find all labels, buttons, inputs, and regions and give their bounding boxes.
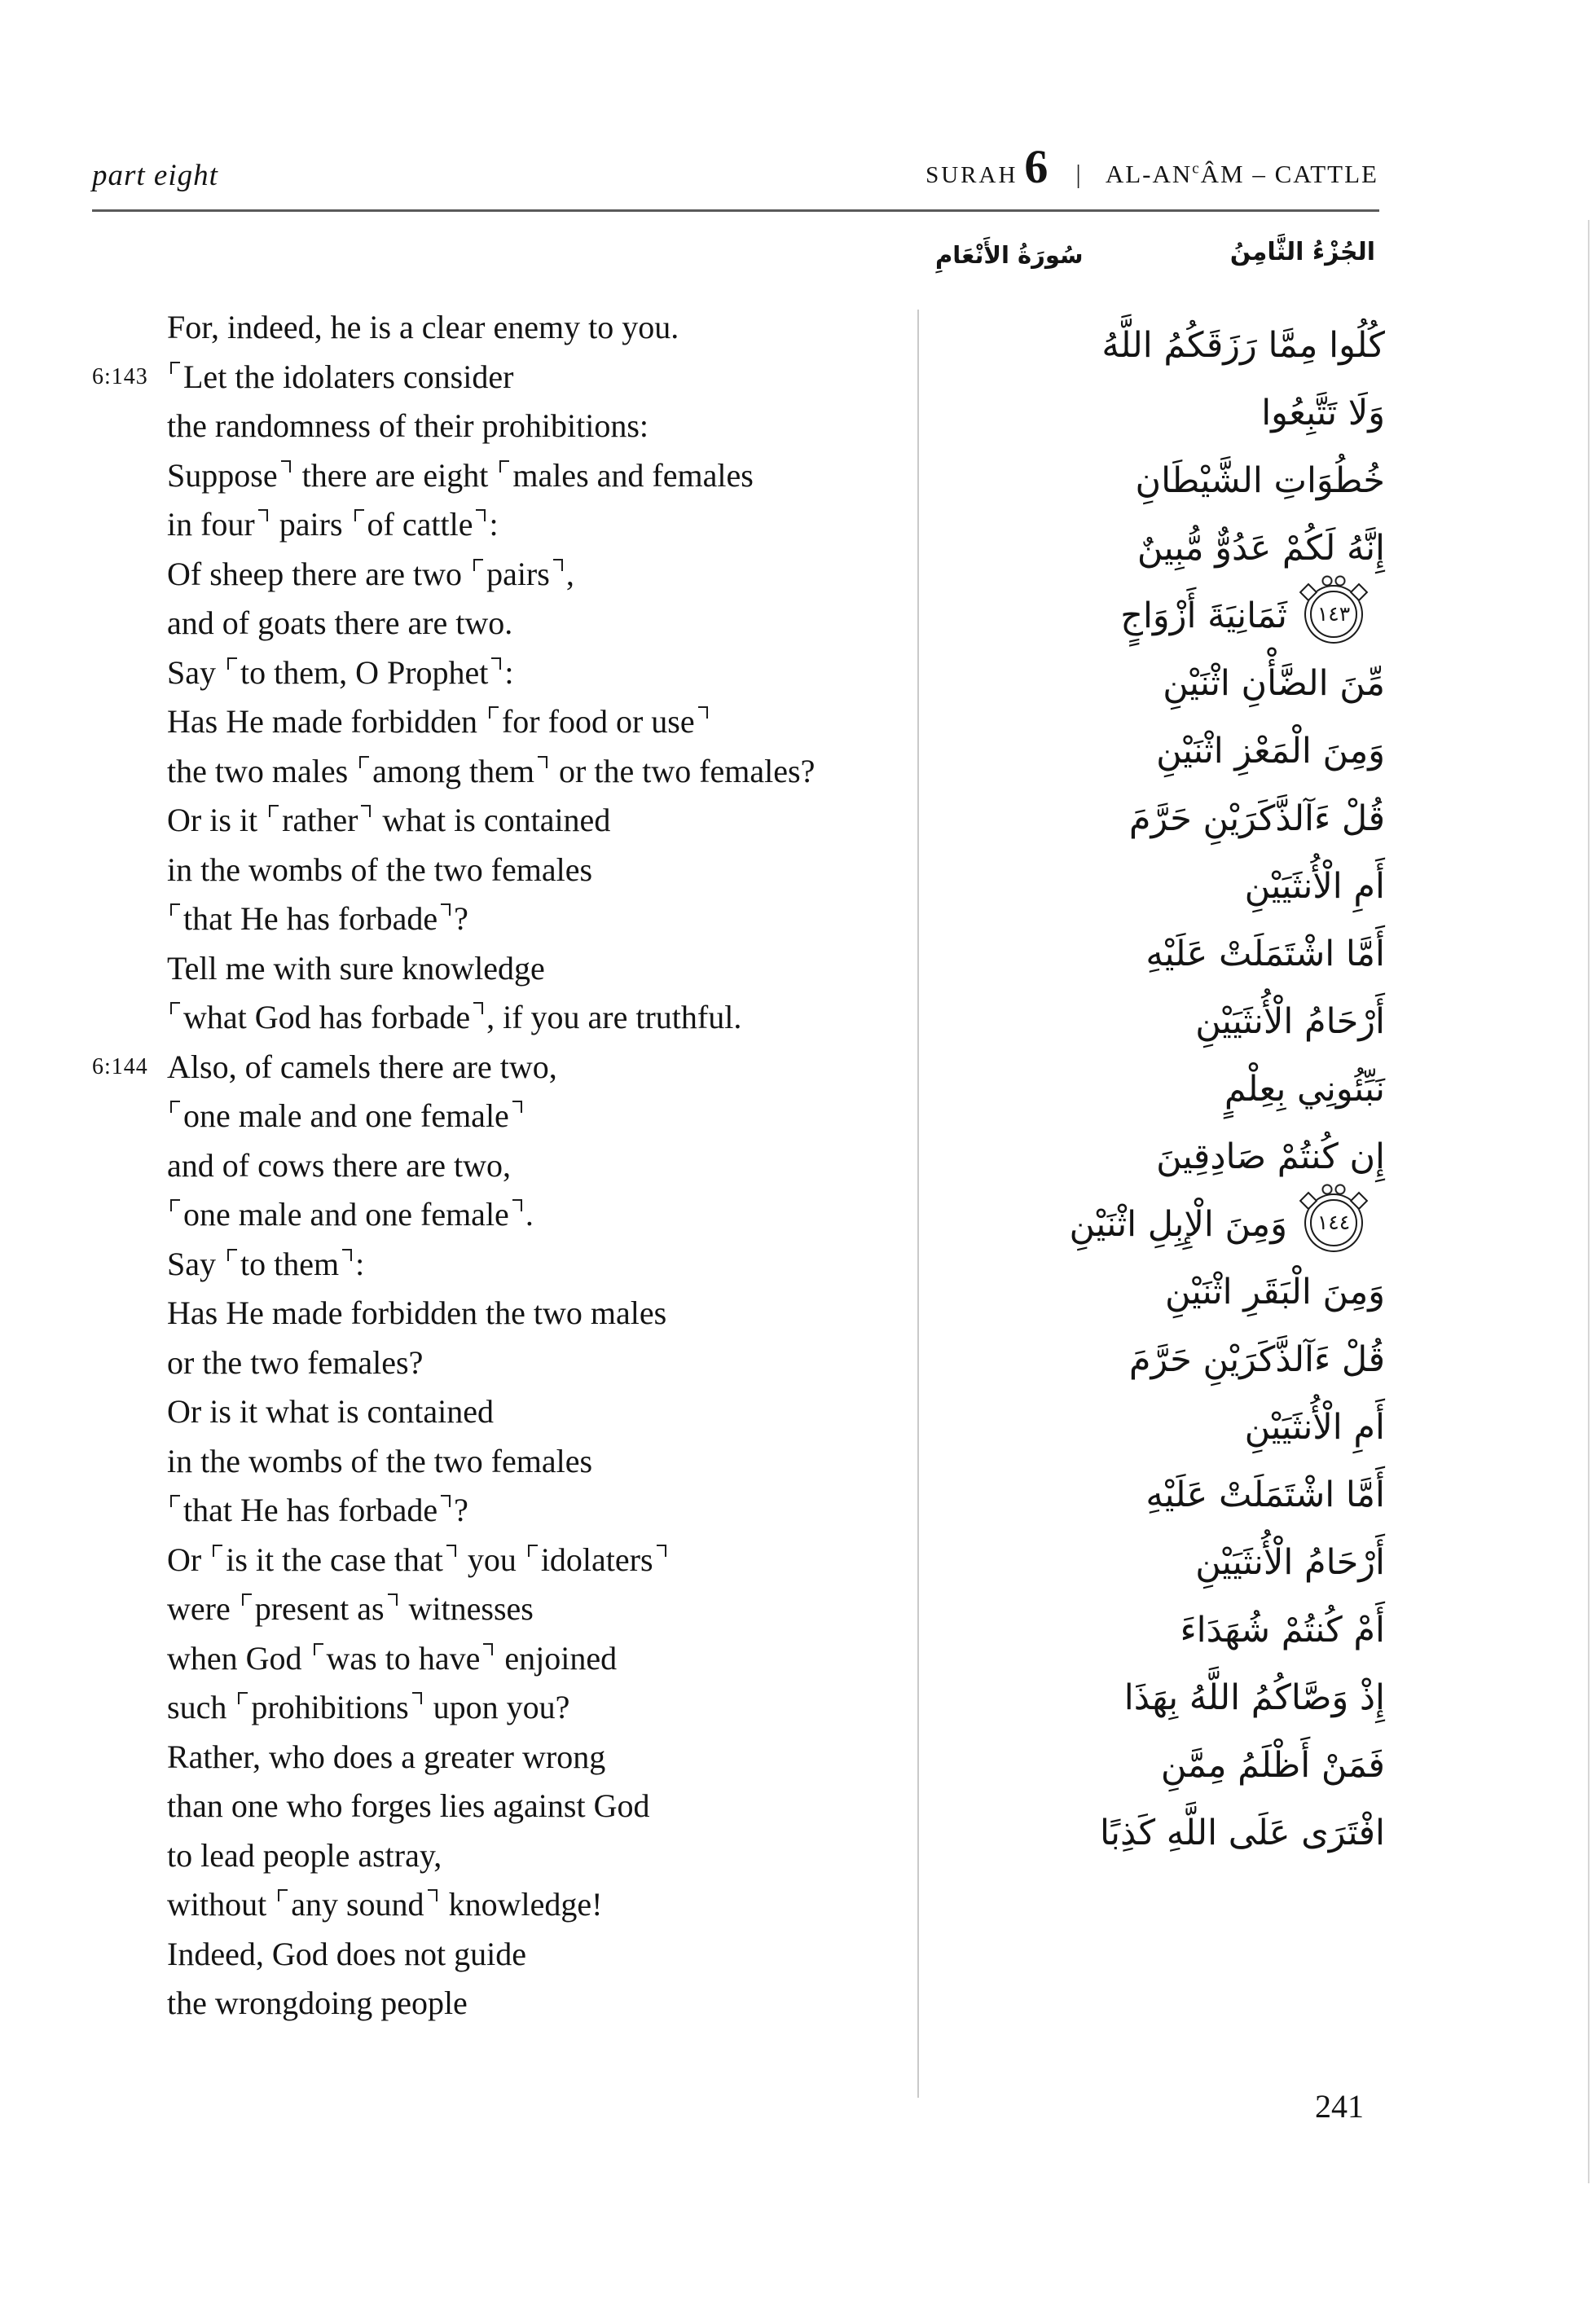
english-line bbox=[92, 1289, 917, 1338]
english-line bbox=[92, 1190, 917, 1240]
english-line bbox=[92, 796, 917, 846]
english-line bbox=[92, 599, 917, 648]
page-number: 241 bbox=[1315, 2088, 1364, 2125]
english-line-text: one male and one female bbox=[167, 1097, 525, 1134]
surah-name-post: ÂM – CATTLE bbox=[1200, 160, 1378, 188]
english-line bbox=[92, 1930, 917, 1980]
arabic-line-text: نَبِّئُونِي بِعِلْمٍ bbox=[1224, 1069, 1385, 1110]
interpolation-open-bracket bbox=[473, 559, 483, 571]
english-line bbox=[92, 1782, 917, 1831]
arabic-line-text: قُلْ ءَآلذَّكَرَيْنِ حَرَّمَ bbox=[1128, 798, 1385, 839]
interpolation-close-bracket bbox=[441, 903, 451, 916]
english-line bbox=[92, 550, 917, 600]
interpolation-close-bracket bbox=[473, 1002, 483, 1014]
interpolation-open-bracket bbox=[354, 509, 364, 521]
arabic-line bbox=[847, 582, 1385, 650]
surah-name-ayn: c bbox=[1192, 160, 1201, 178]
interpolation-open-bracket bbox=[170, 1495, 180, 1507]
english-line-text: the two males among them or the two females? bbox=[167, 752, 816, 789]
english-line-text: or the two females? bbox=[167, 1343, 424, 1381]
english-line bbox=[92, 1240, 917, 1290]
english-line bbox=[92, 1683, 917, 1733]
english-line-text: than one who forges lies against God bbox=[167, 1787, 650, 1824]
verse-medallion bbox=[1310, 591, 1357, 638]
english-line bbox=[92, 1634, 917, 1684]
interpolation-open-bracket bbox=[227, 657, 237, 670]
arabic-line bbox=[847, 447, 1385, 515]
interpolation-close-bracket bbox=[388, 1593, 398, 1606]
english-line-text: the wrongdoing people bbox=[167, 1985, 468, 2021]
english-line-text: Has He made forbidden the two males bbox=[167, 1294, 667, 1331]
english-line-text: For, indeed, he is a clear enemy to you. bbox=[167, 309, 679, 345]
english-line bbox=[92, 1437, 917, 1487]
interpolation-open-bracket bbox=[278, 1889, 288, 1901]
english-line bbox=[92, 1486, 917, 1536]
english-line bbox=[92, 697, 917, 747]
english-line bbox=[92, 1979, 917, 2028]
arabic-line bbox=[847, 650, 1385, 718]
english-line bbox=[92, 747, 917, 797]
arabic-line bbox=[847, 515, 1385, 582]
english-line-text: and of cows there are two, bbox=[167, 1146, 512, 1184]
english-line-text: without any sound knowledge! bbox=[167, 1886, 603, 1923]
arabic-line-text: أَمَّا اشْتَمَلَتْ عَلَيْهِ bbox=[1145, 934, 1385, 974]
english-line-text: when God was to have enjoined bbox=[167, 1639, 618, 1677]
english-line-text: the randomness of their prohibitions: bbox=[167, 407, 649, 444]
interpolation-open-bracket bbox=[528, 1545, 538, 1557]
arabic-line-text: وَمِنَ الْبَقَرِ اثْنَيْنِ bbox=[1165, 1272, 1385, 1312]
arabic-line-text: كُلُوا مِمَّا رَزَقَكُمُ اللَّهُ bbox=[1101, 325, 1385, 366]
english-line bbox=[92, 1141, 917, 1191]
interpolation-close-bracket bbox=[657, 1545, 666, 1557]
arabic-line-text: قُلْ ءَآلذَّكَرَيْنِ حَرَّمَ bbox=[1128, 1339, 1385, 1380]
arabic-line bbox=[847, 312, 1385, 380]
interpolation-close-bracket bbox=[361, 805, 371, 817]
arabic-line-text: خُطُوَاتِ الشَّيْطَانِ bbox=[1135, 460, 1385, 501]
surah-name-pre: AL-AN bbox=[1105, 160, 1193, 188]
english-line bbox=[92, 1880, 917, 1930]
english-line bbox=[92, 1831, 917, 1881]
english-line-text: one male and one female . bbox=[167, 1196, 534, 1233]
english-line bbox=[92, 1092, 917, 1141]
english-line-text: what God has forbade , if you are truthful. bbox=[167, 999, 741, 1035]
english-line-text: Let the idolaters consider bbox=[167, 358, 513, 395]
arabic-line bbox=[847, 785, 1385, 853]
english-line-text: were present as witnesses bbox=[167, 1590, 534, 1627]
interpolation-open-bracket bbox=[269, 805, 279, 817]
english-line-text: Rather, who does a greater wrong bbox=[167, 1738, 606, 1775]
interpolation-open-bracket bbox=[238, 1692, 248, 1704]
interpolation-close-bracket bbox=[412, 1692, 422, 1704]
english-line-text: and of goats there are two. bbox=[167, 604, 513, 641]
arabic-line bbox=[847, 921, 1385, 988]
english-line bbox=[92, 500, 917, 550]
surah-name bbox=[1106, 160, 1378, 189]
interpolation-open-bracket bbox=[170, 1101, 180, 1113]
header-rule bbox=[92, 209, 1379, 212]
interpolation-open-bracket bbox=[170, 903, 180, 916]
interpolation-close-bracket bbox=[538, 756, 547, 768]
english-line-text: Suppose there are eight males and females bbox=[167, 456, 754, 494]
english-line bbox=[92, 1387, 917, 1437]
interpolation-close-bracket bbox=[698, 706, 708, 719]
english-line bbox=[92, 894, 917, 944]
surah-arabic-label: سُورَةُ الأَنْعَامِ bbox=[935, 241, 1084, 269]
header-separator: | bbox=[1075, 159, 1081, 188]
english-line-text: in the wombs of the two females bbox=[167, 1442, 593, 1479]
english-line bbox=[92, 648, 917, 698]
interpolation-open-bracket bbox=[170, 1002, 180, 1014]
arabic-line bbox=[847, 1732, 1385, 1800]
english-line-text: Say to them : bbox=[167, 1245, 365, 1282]
interpolation-open-bracket bbox=[227, 1249, 237, 1261]
english-translation-column bbox=[92, 303, 917, 2028]
interpolation-close-bracket bbox=[446, 1545, 456, 1557]
english-line-text: Or is it the case that you idolaters bbox=[167, 1541, 670, 1578]
arabic-line-text: افْتَرَى عَلَى اللَّهِ كَذِبًا bbox=[1099, 1813, 1385, 1853]
english-line-text: Or is it what is contained bbox=[167, 1393, 495, 1430]
column-divider-line bbox=[917, 310, 919, 2098]
arabic-line bbox=[847, 718, 1385, 785]
arabic-line-text: فَمَنْ أَظْلَمُ مِمَّنِ bbox=[1160, 1745, 1385, 1786]
verse-number: 6:144 bbox=[92, 1053, 148, 1079]
arabic-line bbox=[847, 1394, 1385, 1461]
english-line-text: Or is it rather what is contained bbox=[167, 802, 611, 838]
interpolation-open-bracket bbox=[170, 1199, 180, 1211]
interpolation-open-bracket bbox=[242, 1593, 252, 1606]
interpolation-close-bracket bbox=[441, 1495, 451, 1507]
english-line bbox=[92, 451, 917, 501]
surah-word: SURAH bbox=[926, 162, 1018, 188]
interpolation-close-bracket bbox=[553, 559, 563, 571]
english-line bbox=[92, 1043, 917, 1092]
english-line bbox=[92, 353, 917, 402]
arabic-line-text: وَمِنَ الْمَعْزِ اثْنَيْنِ bbox=[1156, 731, 1385, 771]
interpolation-close-bracket bbox=[476, 509, 486, 521]
arabic-line-text: أَمِ الْأُنثَيَيْنِ bbox=[1244, 1407, 1385, 1448]
juz-arabic-label: الجُزْءُ الثَّامِنُ bbox=[1229, 238, 1375, 266]
arabic-line bbox=[847, 1123, 1385, 1191]
english-line-text: Indeed, God does not guide bbox=[167, 1935, 527, 1972]
english-line bbox=[92, 1733, 917, 1782]
arabic-line-text: إِذْ وَصَّاكُمُ اللَّهُ بِهَذَا bbox=[1123, 1677, 1385, 1718]
surah-header bbox=[926, 140, 1378, 193]
arabic-line-text: مِّنَ الضَّأْنِ اثْنَيْنِ bbox=[1163, 663, 1385, 704]
english-line bbox=[92, 944, 917, 994]
arabic-line bbox=[847, 988, 1385, 1056]
arabic-line bbox=[847, 1597, 1385, 1664]
english-line-text: that He has forbade ? bbox=[167, 1492, 468, 1528]
interpolation-open-bracket bbox=[359, 756, 369, 768]
arabic-line bbox=[847, 1191, 1385, 1259]
interpolation-close-bracket bbox=[342, 1249, 352, 1261]
arabic-verse-column bbox=[847, 312, 1385, 1867]
english-line-text: that He has forbade ? bbox=[167, 900, 468, 937]
interpolation-open-bracket bbox=[213, 1545, 222, 1557]
english-line-text: Say to them, O Prophet : bbox=[167, 653, 514, 691]
arabic-line-text: وَلَا تَتَّبِعُوا bbox=[1261, 393, 1385, 433]
verse-medallion bbox=[1310, 1199, 1357, 1246]
english-line bbox=[92, 1585, 917, 1634]
verse-medallion-number: ١٤٣ bbox=[1312, 592, 1356, 636]
page-edge-scan-line bbox=[1588, 220, 1589, 2183]
arabic-line bbox=[847, 1800, 1385, 1867]
arabic-line-text: أَرْحَامُ الْأُنثَيَيْنِ bbox=[1195, 1001, 1385, 1042]
arabic-line-text: وَمِنَ الْإِبِلِ اثْنَيْنِ bbox=[1069, 1204, 1287, 1245]
arabic-line-text: أَمَّا اشْتَمَلَتْ عَلَيْهِ bbox=[1145, 1475, 1385, 1515]
english-line bbox=[92, 993, 917, 1043]
arabic-line-text: أَمْ كُنتُمْ شُهَدَاءَ bbox=[1180, 1610, 1385, 1650]
interpolation-open-bracket bbox=[314, 1643, 323, 1655]
english-line-text: in four pairs of cattle : bbox=[167, 506, 499, 543]
interpolation-close-bracket bbox=[512, 1199, 522, 1211]
arabic-line bbox=[847, 853, 1385, 921]
verse-medallion-number: ١٤٤ bbox=[1312, 1201, 1356, 1245]
arabic-line-text: ثَمَانِيَةَ أَزْوَاجٍ bbox=[1120, 596, 1287, 636]
interpolation-close-bracket bbox=[258, 509, 268, 521]
english-line-text: in the wombs of the two females bbox=[167, 851, 593, 888]
arabic-line-text: أَمِ الْأُنثَيَيْنِ bbox=[1244, 866, 1385, 907]
arabic-line bbox=[847, 1461, 1385, 1529]
english-line-text: such prohibitions upon you? bbox=[167, 1689, 570, 1725]
interpolation-open-bracket bbox=[499, 460, 509, 473]
english-line bbox=[92, 303, 917, 353]
interpolation-close-bracket bbox=[512, 1101, 522, 1113]
interpolation-close-bracket bbox=[281, 460, 291, 473]
arabic-line-text: أَرْحَامُ الْأُنثَيَيْنِ bbox=[1195, 1542, 1385, 1583]
english-line bbox=[92, 846, 917, 895]
english-line bbox=[92, 1338, 917, 1388]
interpolation-close-bracket bbox=[428, 1889, 437, 1901]
interpolation-close-bracket bbox=[491, 657, 501, 670]
verse-number: 6:143 bbox=[92, 363, 148, 389]
arabic-line bbox=[847, 1056, 1385, 1123]
surah-number: 6 bbox=[1024, 140, 1049, 193]
english-line-text: Of sheep there are two pairs , bbox=[167, 555, 574, 592]
interpolation-open-bracket bbox=[170, 362, 180, 374]
english-line-text: Tell me with sure knowledge bbox=[167, 949, 545, 987]
arabic-line bbox=[847, 1664, 1385, 1732]
interpolation-close-bracket bbox=[483, 1643, 493, 1655]
arabic-line bbox=[847, 1326, 1385, 1394]
arabic-line bbox=[847, 380, 1385, 447]
interpolation-open-bracket bbox=[489, 706, 499, 719]
arabic-line-text: إِن كُنتُمْ صَادِقِينَ bbox=[1156, 1136, 1385, 1177]
arabic-line-text: إِنَّهُ لَكُمْ عَدُوٌّ مُّبِينٌ bbox=[1137, 528, 1385, 569]
english-line-text: to lead people astray, bbox=[167, 1836, 442, 1874]
part-label: part eight bbox=[92, 159, 218, 192]
arabic-line bbox=[847, 1529, 1385, 1597]
english-line bbox=[92, 402, 917, 451]
english-line-text: Has He made forbidden for food or use bbox=[167, 703, 711, 740]
english-line-text: Also, of camels there are two, bbox=[167, 1048, 557, 1085]
arabic-line bbox=[847, 1259, 1385, 1326]
english-line bbox=[92, 1536, 917, 1585]
